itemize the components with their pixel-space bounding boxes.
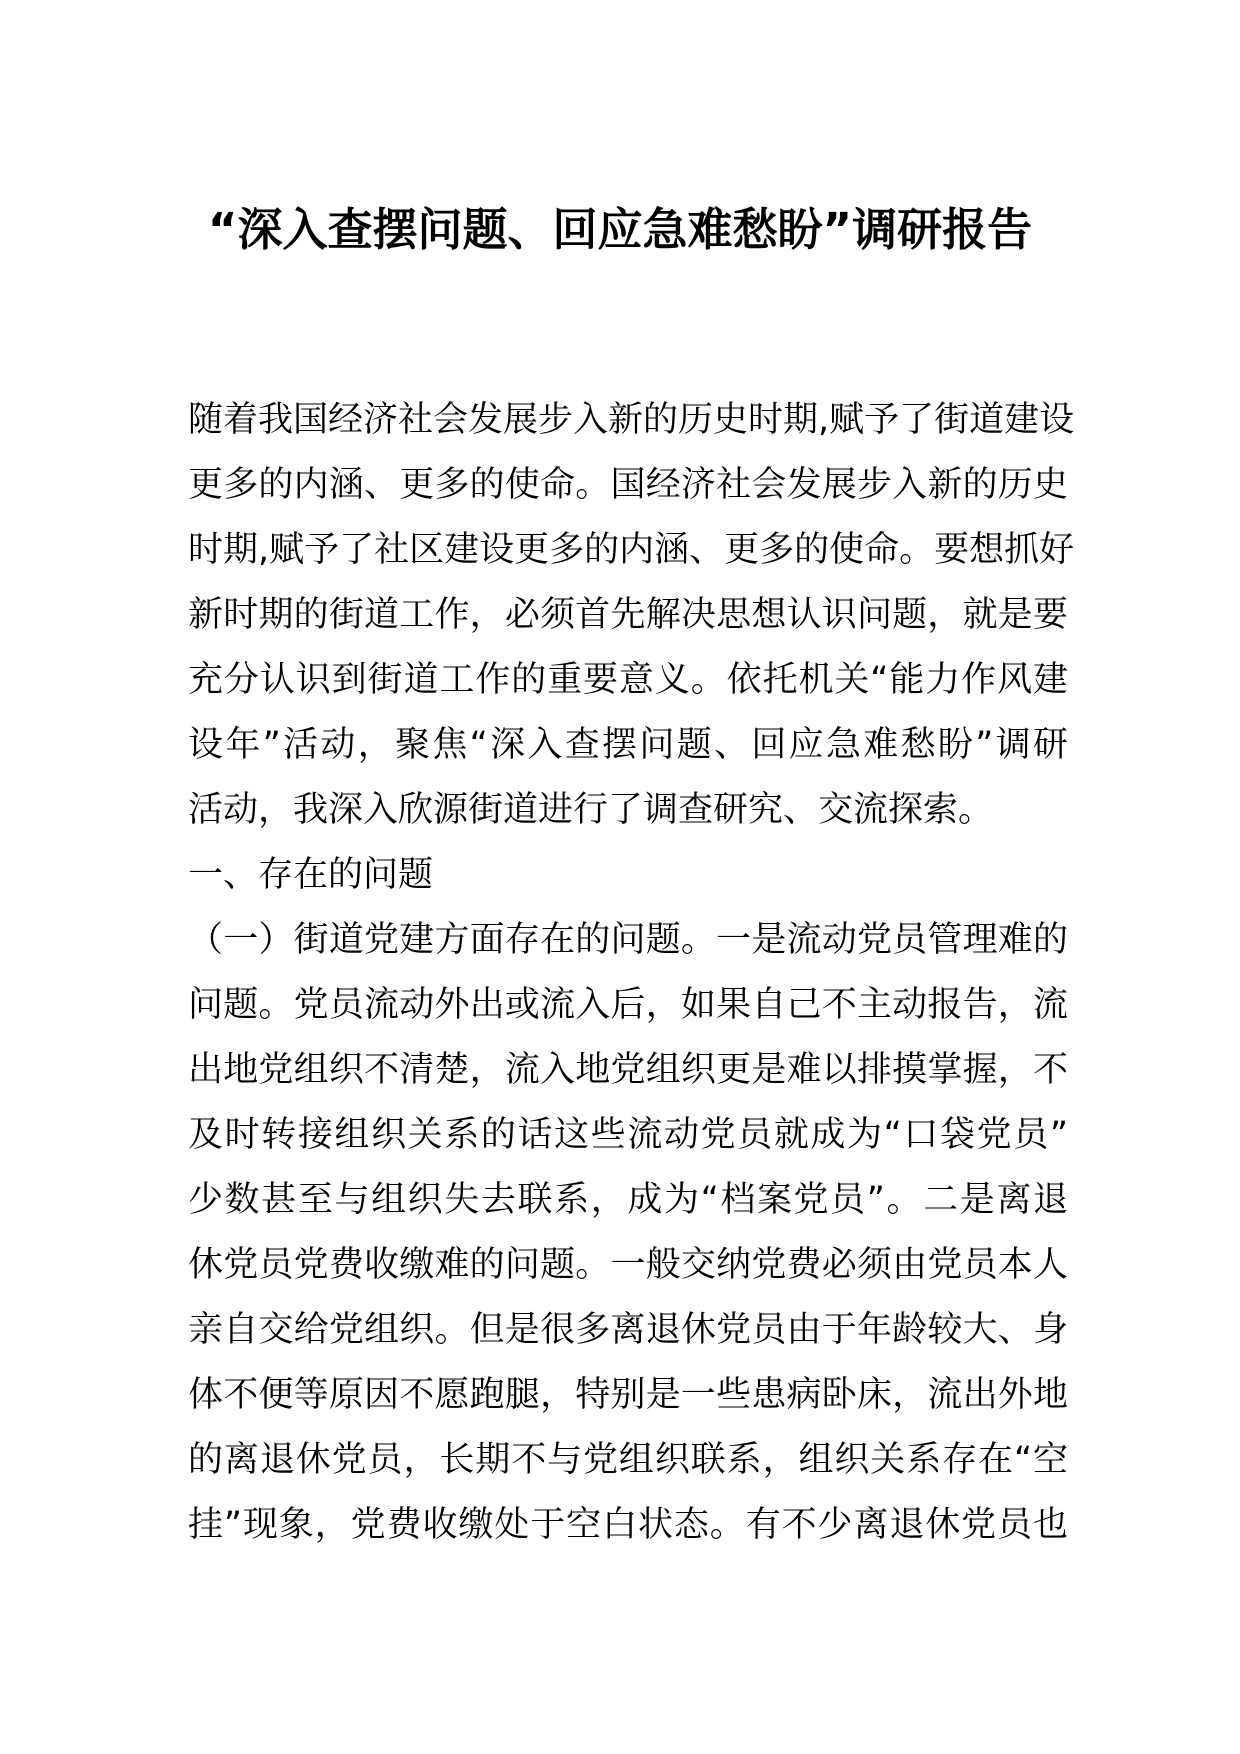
paragraph-line: 少数甚至与组织失去联系，成为“档案党员”。二是离退 xyxy=(188,1180,1068,1220)
document-title: “深入查摆问题、回应急难愁盼”调研报告 xyxy=(207,203,1033,256)
paragraph-line: 休党员党费收缴难的问题。一般交纳党费必须由党员本人 xyxy=(188,1245,1068,1285)
paragraph-line: 设年”活动，聚焦“深入查摆问题、回应急难愁盼”调研 xyxy=(188,725,1068,765)
document-body xyxy=(188,388,1075,1558)
paragraph-line: 的离退休党员，长期不与党组织联系，组织关系存在“空 xyxy=(188,1440,1068,1480)
paragraph-line: 充分认识到街道工作的重要意义。依托机关“能力作风建 xyxy=(188,660,1068,700)
section-heading: 一、存在的问题 xyxy=(188,855,434,895)
paragraph-line: 体不便等原因不愿跑腿，特别是一些患病卧床，流出外地 xyxy=(188,1375,1068,1415)
paragraph-line: 随着我国经济社会发展步入新的历史时期,赋予了街道建设 xyxy=(188,400,1075,440)
paragraph-line: （一）街道党建方面存在的问题。一是流动党员管理难的 xyxy=(188,920,1068,960)
paragraph-line: 时期,赋予了社区建设更多的内涵、更多的使命。要想抓好 xyxy=(188,530,1075,570)
paragraph-line: 更多的内涵、更多的使命。国经济社会发展步入新的历史 xyxy=(188,465,1068,505)
paragraph-line: 出地党组织不清楚，流入地党组织更是难以排摸掌握，不 xyxy=(188,1050,1068,1090)
paragraph-line: 问题。党员流动外出或流入后，如果自己不主动报告，流 xyxy=(188,985,1068,1025)
paragraph-line: 亲自交给党组织。但是很多离退休党员由于年龄较大、身 xyxy=(188,1310,1068,1350)
paragraph-line: 活动，我深入欣源街道进行了调查研究、交流探索。 xyxy=(188,790,994,830)
paragraph-line: 挂”现象，党费收缴处于空白状态。有不少离退休党员也 xyxy=(188,1505,1068,1545)
paragraph-line: 及时转接组织关系的话这些流动党员就成为“口袋党员” xyxy=(188,1115,1068,1155)
paragraph-line: 新时期的街道工作，必须首先解决思想认识问题，就是要 xyxy=(188,595,1068,635)
